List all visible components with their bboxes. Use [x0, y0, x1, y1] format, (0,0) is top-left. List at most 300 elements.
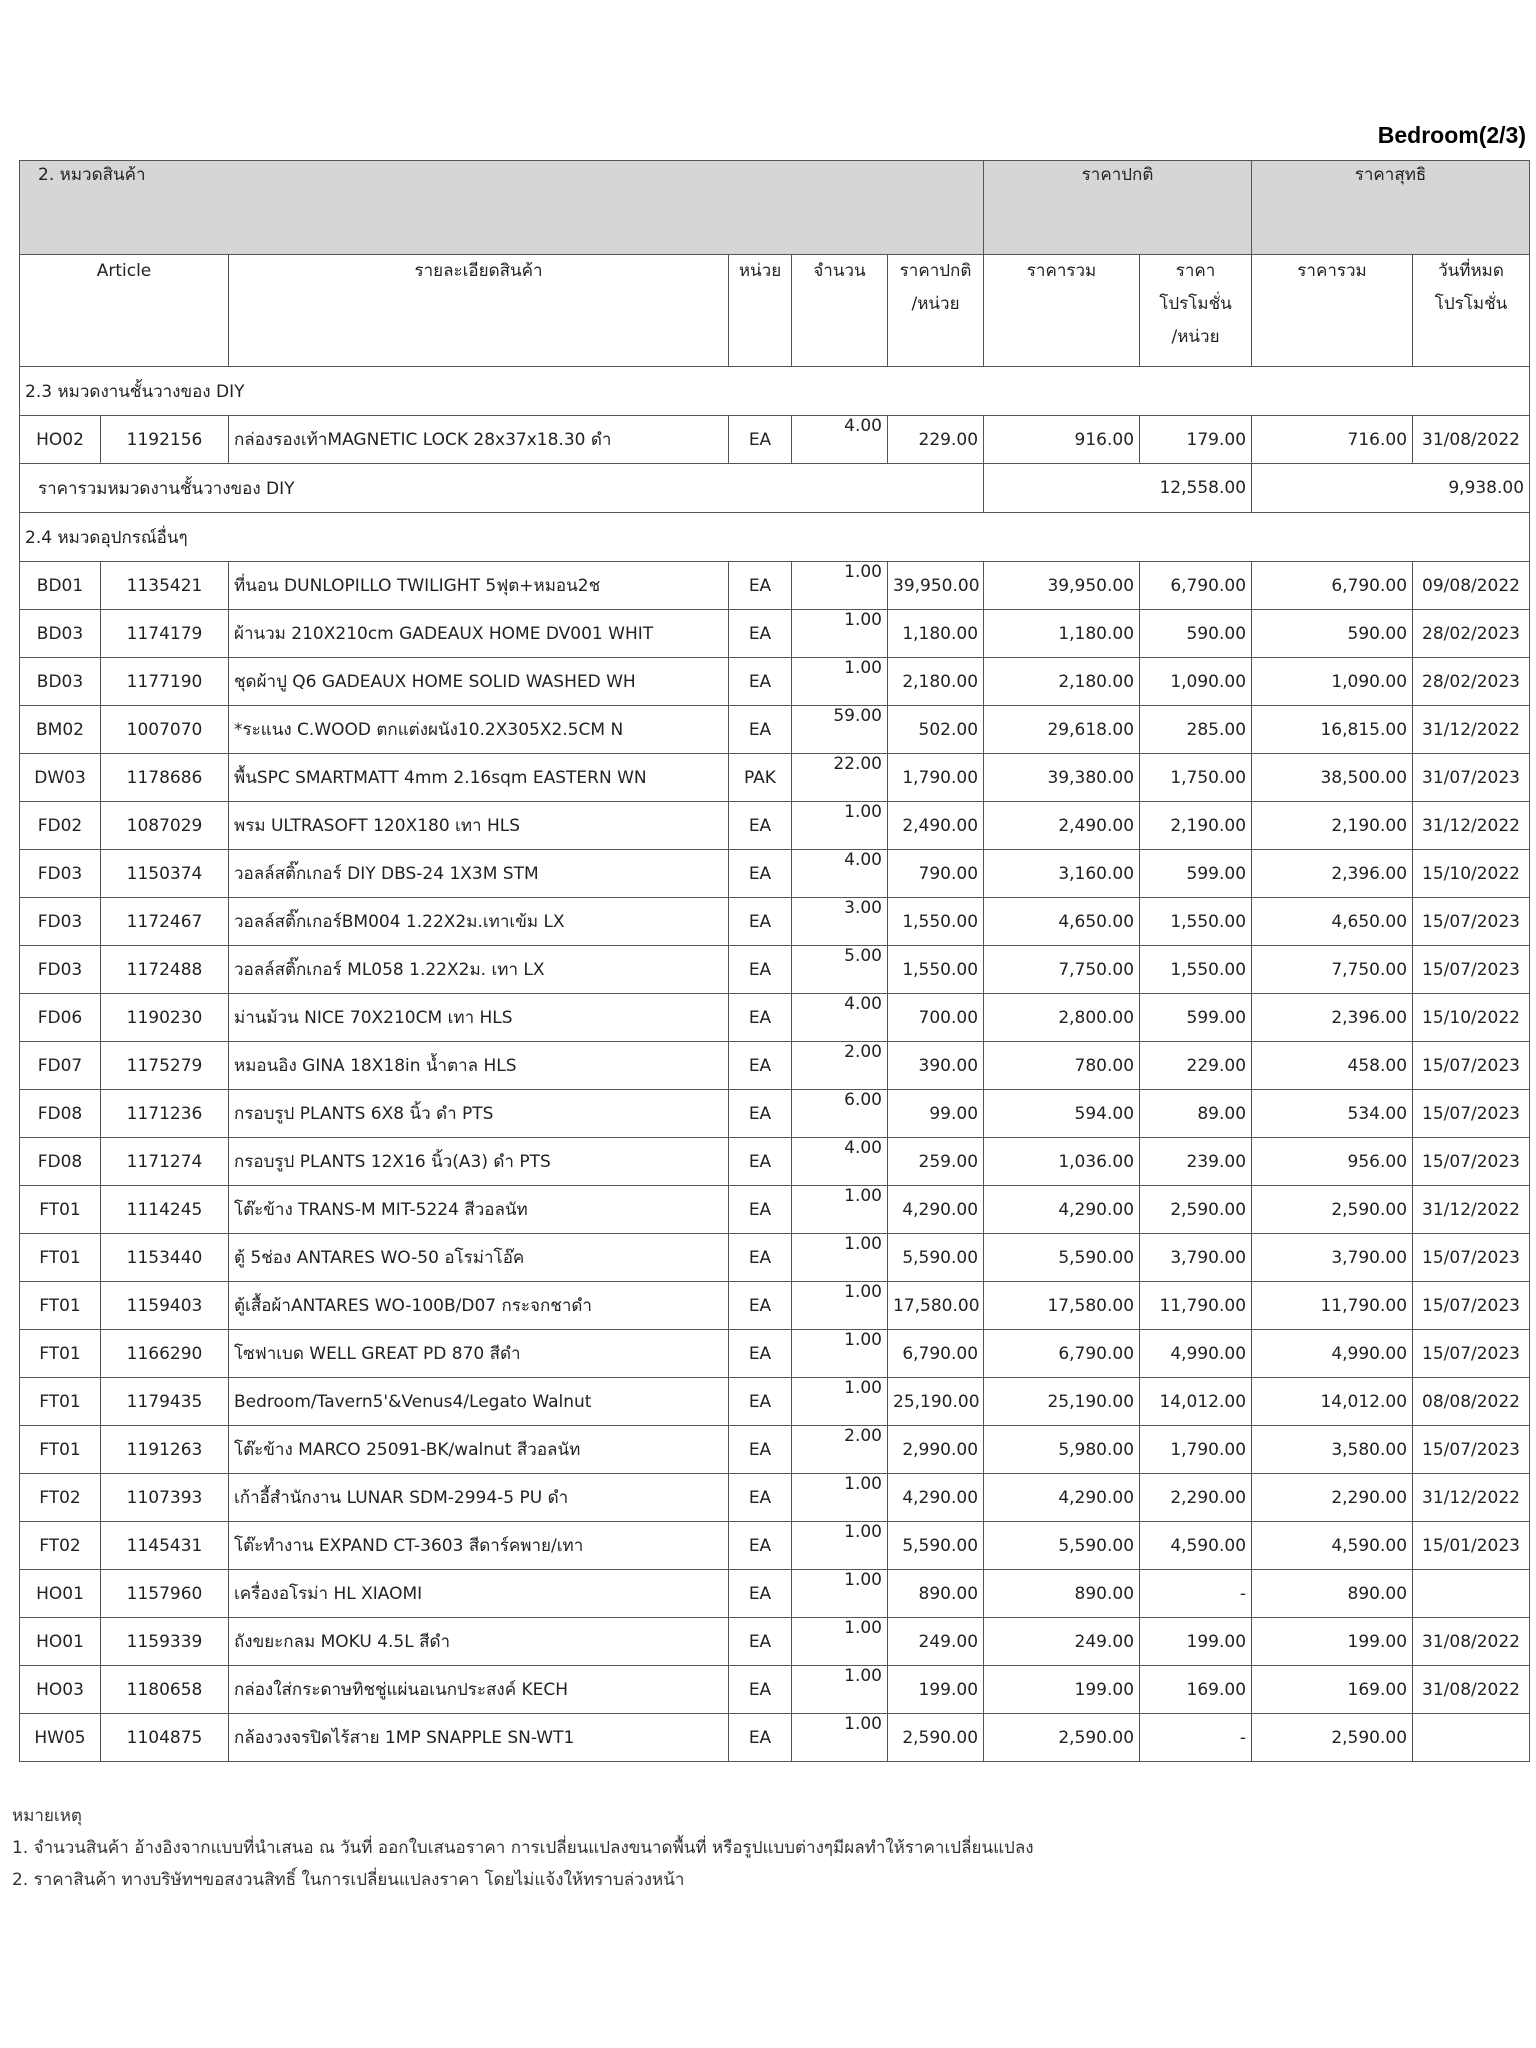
unit-price-header-line1: ราคาปกติ	[899, 261, 972, 281]
cell-desc: วอลล์สติ๊กเกอร์ ML058 1.22X2ม. เทา LX	[229, 946, 729, 994]
cell-total: 2,490.00	[984, 802, 1140, 850]
cell-qty: 59.00	[792, 706, 888, 754]
cell-code: FT01	[20, 1378, 101, 1426]
cell-total: 199.00	[984, 1666, 1140, 1714]
cell-total: 7,750.00	[984, 946, 1140, 994]
cell-net: 4,990.00	[1252, 1330, 1413, 1378]
cell-code: FD03	[20, 898, 101, 946]
unit-header: หน่วย	[729, 255, 792, 367]
table-row	[20, 1090, 1530, 1138]
description-header: รายละเอียดสินค้า	[229, 255, 729, 367]
cell-promo: 1,790.00	[1140, 1426, 1252, 1474]
cell-unit: EA	[729, 1330, 792, 1378]
cell-net: 14,012.00	[1252, 1378, 1413, 1426]
cell-article: 1150374	[101, 850, 229, 898]
cell-code: BD03	[20, 610, 101, 658]
cell-desc: พรม ULTRASOFT 120X180 เทา HLS	[229, 802, 729, 850]
cell-qty: 3.00	[792, 898, 888, 946]
cell-end: 28/02/2023	[1413, 658, 1530, 706]
cell-desc: ถังขยะกลม MOKU 4.5L สีดำ	[229, 1618, 729, 1666]
cell-code: FT01	[20, 1330, 101, 1378]
cell-promo: 6,790.00	[1140, 562, 1252, 610]
cell-code: FT01	[20, 1282, 101, 1330]
promo-end-header	[1413, 255, 1530, 367]
cell-end: 31/12/2022	[1413, 1474, 1530, 1522]
cell-code: DW03	[20, 754, 101, 802]
cell-price: 259.00	[888, 1138, 984, 1186]
cell-unit: EA	[729, 1666, 792, 1714]
cell-total: 6,790.00	[984, 1330, 1140, 1378]
cell-unit: PAK	[729, 754, 792, 802]
net-total-header: ราคารวม	[1252, 255, 1413, 367]
cell-unit: EA	[729, 1618, 792, 1666]
cell-promo: 89.00	[1140, 1090, 1252, 1138]
cell-code: HO01	[20, 1570, 101, 1618]
cell-qty: 5.00	[792, 946, 888, 994]
cell-qty: 6.00	[792, 1090, 888, 1138]
quotation-table	[19, 160, 1530, 1762]
cell-unit: EA	[729, 1378, 792, 1426]
cell-desc: *ระแนง C.WOOD ตกแต่งผนัง10.2X305X2.5CM N	[229, 706, 729, 754]
notes-line-2: 2. ราคาสินค้า ทางบริษัทฯขอสงวนสิทธิ์ ในการเปลี่ยนแปลงราคา โดยไม่แจ้งให้ทราบล่วงหน้า	[12, 1870, 685, 1890]
cell-end: 15/10/2022	[1413, 994, 1530, 1042]
cell-article: 1007070	[101, 706, 229, 754]
cell-unit: EA	[729, 1426, 792, 1474]
table-row	[20, 1474, 1530, 1522]
cell-end: 31/08/2022	[1413, 1618, 1530, 1666]
cell-net: 458.00	[1252, 1042, 1413, 1090]
cell-qty: 1.00	[792, 1330, 888, 1378]
cell-price: 229.00	[888, 416, 984, 464]
cell-end	[1413, 1570, 1530, 1618]
cell-net: 4,650.00	[1252, 898, 1413, 946]
cell-qty: 1.00	[792, 1186, 888, 1234]
table-row	[20, 1666, 1530, 1714]
notes	[12, 1800, 1034, 1896]
cell-total: 594.00	[984, 1090, 1140, 1138]
cell-desc: โซฟาเบด WELL GREAT PD 870 สีดำ	[229, 1330, 729, 1378]
cell-code: FD08	[20, 1090, 101, 1138]
cell-code: HW05	[20, 1714, 101, 1762]
cell-article: 1177190	[101, 658, 229, 706]
cell-net: 7,750.00	[1252, 946, 1413, 994]
table-row	[20, 562, 1530, 610]
cell-total: 780.00	[984, 1042, 1140, 1090]
net-price-header: ราคาสุทธิ	[1252, 161, 1530, 255]
cell-unit: EA	[729, 1522, 792, 1570]
cell-promo: 1,550.00	[1140, 898, 1252, 946]
cell-net: 2,396.00	[1252, 994, 1413, 1042]
table-row	[20, 1234, 1530, 1282]
cell-price: 39,950.00	[888, 562, 984, 610]
cell-article: 1104875	[101, 1714, 229, 1762]
cell-price: 17,580.00	[888, 1282, 984, 1330]
table-row	[20, 1426, 1530, 1474]
cell-qty: 4.00	[792, 1138, 888, 1186]
cell-article: 1178686	[101, 754, 229, 802]
subtotal-label: ราคารวมหมวดงานชั้นวางของ DIY	[20, 464, 984, 513]
cell-desc: ที่นอน DUNLOPILLO TWILIGHT 5ฟุต+หมอน2ช	[229, 562, 729, 610]
cell-price: 2,590.00	[888, 1714, 984, 1762]
cell-article: 1191263	[101, 1426, 229, 1474]
cell-price: 6,790.00	[888, 1330, 984, 1378]
cell-end: 09/08/2022	[1413, 562, 1530, 610]
cell-qty: 1.00	[792, 1618, 888, 1666]
cell-total: 916.00	[984, 416, 1140, 464]
cell-qty: 1.00	[792, 1378, 888, 1426]
cell-desc: พื้นSPC SMARTMATT 4mm 2.16sqm EASTERN WN	[229, 754, 729, 802]
cell-total: 1,180.00	[984, 610, 1140, 658]
cell-unit: EA	[729, 1570, 792, 1618]
cell-total: 1,036.00	[984, 1138, 1140, 1186]
cell-end: 31/12/2022	[1413, 1186, 1530, 1234]
table-row	[20, 1618, 1530, 1666]
cell-price: 99.00	[888, 1090, 984, 1138]
cell-desc: ตู้ 5ช่อง ANTARES WO-50 อโรม่าโอ๊ค	[229, 1234, 729, 1282]
cell-qty: 1.00	[792, 1666, 888, 1714]
table-row	[20, 1714, 1530, 1762]
cell-desc: วอลล์สติ๊กเกอร์BM004 1.22X2ม.เทาเข้ม LX	[229, 898, 729, 946]
table-row	[20, 1282, 1530, 1330]
cell-desc: กล้องวงจรปิดไร้สาย 1MP SNAPPLE SN-WT1	[229, 1714, 729, 1762]
cell-total: 890.00	[984, 1570, 1140, 1618]
cell-code: HO01	[20, 1618, 101, 1666]
cell-code: FT02	[20, 1474, 101, 1522]
cell-price: 1,790.00	[888, 754, 984, 802]
cell-price: 4,290.00	[888, 1474, 984, 1522]
cell-code: FD08	[20, 1138, 101, 1186]
cell-promo: 1,550.00	[1140, 946, 1252, 994]
cell-promo: 1,750.00	[1140, 754, 1252, 802]
cell-net: 534.00	[1252, 1090, 1413, 1138]
table-row	[20, 706, 1530, 754]
cell-net: 716.00	[1252, 416, 1413, 464]
cell-total: 4,290.00	[984, 1474, 1140, 1522]
cell-end: 15/07/2023	[1413, 1282, 1530, 1330]
cell-code: FD07	[20, 1042, 101, 1090]
cell-total: 5,590.00	[984, 1234, 1140, 1282]
table-row	[20, 610, 1530, 658]
cell-code: HO03	[20, 1666, 101, 1714]
normal-price-header: ราคาปกติ	[984, 161, 1252, 255]
table-row	[20, 1138, 1530, 1186]
cell-qty: 1.00	[792, 1570, 888, 1618]
cell-end: 15/07/2023	[1413, 1042, 1530, 1090]
cell-promo: 2,190.00	[1140, 802, 1252, 850]
cell-article: 1087029	[101, 802, 229, 850]
cell-desc: กล่องรองเท้าMAGNETIC LOCK 28x37x18.30 ดำ	[229, 416, 729, 464]
cell-total: 4,290.00	[984, 1186, 1140, 1234]
cell-code: BD03	[20, 658, 101, 706]
cell-unit: EA	[729, 946, 792, 994]
cell-end: 31/08/2022	[1413, 1666, 1530, 1714]
cell-price: 4,290.00	[888, 1186, 984, 1234]
cell-promo: 239.00	[1140, 1138, 1252, 1186]
cell-desc: Bedroom/Tavern5'&Venus4/Legato Walnut	[229, 1378, 729, 1426]
cell-article: 1145431	[101, 1522, 229, 1570]
promo-end-header-line2: โปรโมชั่น	[1434, 294, 1508, 314]
cell-net: 3,790.00	[1252, 1234, 1413, 1282]
cell-unit: EA	[729, 706, 792, 754]
promo-header-line2: โปรโมชั่น	[1159, 294, 1232, 314]
cell-desc: วอลล์สติ๊กเกอร์ DIY DBS-24 1X3M STM	[229, 850, 729, 898]
cell-net: 890.00	[1252, 1570, 1413, 1618]
cell-promo: 1,090.00	[1140, 658, 1252, 706]
cell-promo: 285.00	[1140, 706, 1252, 754]
cell-promo: 169.00	[1140, 1666, 1252, 1714]
cell-article: 1175279	[101, 1042, 229, 1090]
cell-price: 502.00	[888, 706, 984, 754]
subtotal-row	[20, 464, 1530, 513]
cell-unit: EA	[729, 850, 792, 898]
cell-net: 38,500.00	[1252, 754, 1413, 802]
cell-promo: 11,790.00	[1140, 1282, 1252, 1330]
cell-promo: 599.00	[1140, 994, 1252, 1042]
cell-net: 6,790.00	[1252, 562, 1413, 610]
table-row	[20, 1378, 1530, 1426]
cell-unit: EA	[729, 562, 792, 610]
cell-promo: 4,990.00	[1140, 1330, 1252, 1378]
cell-qty: 1.00	[792, 1522, 888, 1570]
cell-total: 2,590.00	[984, 1714, 1140, 1762]
cell-article: 1171236	[101, 1090, 229, 1138]
cell-net: 956.00	[1252, 1138, 1413, 1186]
cell-code: FD03	[20, 850, 101, 898]
cell-net: 4,590.00	[1252, 1522, 1413, 1570]
cell-net: 1,090.00	[1252, 658, 1413, 706]
header-row-top	[20, 161, 1530, 255]
notes-line-1: 1. จำนวนสินค้า อ้างอิงจากแบบที่นำเสนอ ณ วันที่ ออกใบเสนอราคา การเปลี่ยนแปลงขนาดพื้นที่ หรือรูปแบบต่างๆมีผลทำให้ราคาเปลี่ยนแปลง	[12, 1838, 1034, 1858]
cell-promo: 599.00	[1140, 850, 1252, 898]
cell-total: 4,650.00	[984, 898, 1140, 946]
cell-price: 700.00	[888, 994, 984, 1042]
cell-unit: EA	[729, 994, 792, 1042]
cell-article: 1153440	[101, 1234, 229, 1282]
cell-desc: โต๊ะข้าง TRANS-M MIT-5224 สีวอลนัท	[229, 1186, 729, 1234]
cell-desc: กล่องใส่กระดาษทิชชู่แผ่นอเนกประสงค์ KECH	[229, 1666, 729, 1714]
cell-total: 5,590.00	[984, 1522, 1140, 1570]
cell-net: 590.00	[1252, 610, 1413, 658]
cell-unit: EA	[729, 1042, 792, 1090]
cell-desc: ผ้านวม 210X210cm GADEAUX HOME DV001 WHIT	[229, 610, 729, 658]
cell-desc: โต๊ะข้าง MARCO 25091-BK/walnut สีวอลนัท	[229, 1426, 729, 1474]
table-row	[20, 1186, 1530, 1234]
article-header: Article	[20, 255, 229, 367]
cell-qty: 1.00	[792, 658, 888, 706]
cell-price: 199.00	[888, 1666, 984, 1714]
cell-promo: 3,790.00	[1140, 1234, 1252, 1282]
table-row	[20, 1570, 1530, 1618]
cell-article: 1172467	[101, 898, 229, 946]
table-row	[20, 1330, 1530, 1378]
cell-unit: EA	[729, 1138, 792, 1186]
cell-qty: 4.00	[792, 850, 888, 898]
cell-qty: 1.00	[792, 802, 888, 850]
cell-net: 11,790.00	[1252, 1282, 1413, 1330]
total-header: ราคารวม	[984, 255, 1140, 367]
cell-end: 15/07/2023	[1413, 1426, 1530, 1474]
cell-promo: 199.00	[1140, 1618, 1252, 1666]
cell-qty: 1.00	[792, 1234, 888, 1282]
cell-code: FT01	[20, 1234, 101, 1282]
group-title: 2.4 หมวดอุปกรณ์อื่นๆ	[20, 513, 1530, 562]
cell-qty: 1.00	[792, 1282, 888, 1330]
cell-end: 15/07/2023	[1413, 1234, 1530, 1282]
cell-article: 1190230	[101, 994, 229, 1042]
cell-unit: EA	[729, 898, 792, 946]
table-row	[20, 754, 1530, 802]
table-row	[20, 802, 1530, 850]
cell-end	[1413, 1714, 1530, 1762]
cell-end: 15/07/2023	[1413, 1138, 1530, 1186]
cell-article: 1157960	[101, 1570, 229, 1618]
table-row	[20, 416, 1530, 464]
group-title-row	[20, 367, 1530, 416]
cell-qty: 1.00	[792, 1474, 888, 1522]
cell-qty: 1.00	[792, 1714, 888, 1762]
cell-total: 39,950.00	[984, 562, 1140, 610]
cell-article: 1174179	[101, 610, 229, 658]
cell-article: 1172488	[101, 946, 229, 994]
cell-unit: EA	[729, 610, 792, 658]
table-row	[20, 658, 1530, 706]
cell-code: BD01	[20, 562, 101, 610]
cell-price: 390.00	[888, 1042, 984, 1090]
cell-end: 31/12/2022	[1413, 706, 1530, 754]
notes-title: หมายเหตุ	[12, 1806, 82, 1826]
subtotal-net: 9,938.00	[1252, 464, 1530, 513]
cell-promo: 229.00	[1140, 1042, 1252, 1090]
cell-article: 1171274	[101, 1138, 229, 1186]
cell-end: 31/07/2023	[1413, 754, 1530, 802]
cell-unit: EA	[729, 1090, 792, 1138]
cell-desc: กรอบรูป PLANTS 6X8 นิ้ว ดำ PTS	[229, 1090, 729, 1138]
cell-qty: 22.00	[792, 754, 888, 802]
cell-code: FT02	[20, 1522, 101, 1570]
cell-price: 2,180.00	[888, 658, 984, 706]
cell-price: 25,190.00	[888, 1378, 984, 1426]
cell-desc: ชุดผ้าปู Q6 GADEAUX HOME SOLID WASHED WH	[229, 658, 729, 706]
cell-end: 15/07/2023	[1413, 946, 1530, 994]
cell-desc: กรอบรูป PLANTS 12X16 นิ้ว(A3) ดำ PTS	[229, 1138, 729, 1186]
cell-net: 2,290.00	[1252, 1474, 1413, 1522]
cell-promo: 4,590.00	[1140, 1522, 1252, 1570]
group-title-row	[20, 513, 1530, 562]
cell-end: 15/07/2023	[1413, 1090, 1530, 1138]
table-row	[20, 1042, 1530, 1090]
cell-code: FD06	[20, 994, 101, 1042]
cell-article: 1179435	[101, 1378, 229, 1426]
cell-net: 169.00	[1252, 1666, 1413, 1714]
cell-total: 25,190.00	[984, 1378, 1140, 1426]
cell-net: 199.00	[1252, 1618, 1413, 1666]
cell-net: 16,815.00	[1252, 706, 1413, 754]
cell-desc: เครื่องอโรม่า HL XIAOMI	[229, 1570, 729, 1618]
cell-article: 1107393	[101, 1474, 229, 1522]
cell-article: 1135421	[101, 562, 229, 610]
cell-desc: โต๊ะทำงาน EXPAND CT-3603 สีดาร์คพาย/เทา	[229, 1522, 729, 1570]
cell-qty: 1.00	[792, 562, 888, 610]
cell-price: 1,180.00	[888, 610, 984, 658]
promo-header-line1: ราคา	[1175, 261, 1216, 281]
cell-price: 790.00	[888, 850, 984, 898]
cell-article: 1159403	[101, 1282, 229, 1330]
promo-end-header-line1: วันที่หมด	[1438, 261, 1504, 281]
cell-desc: หมอนอิง GINA 18X18in น้ำตาล HLS	[229, 1042, 729, 1090]
cell-price: 1,550.00	[888, 946, 984, 994]
cell-unit: EA	[729, 1186, 792, 1234]
cell-code: FD03	[20, 946, 101, 994]
cell-price: 890.00	[888, 1570, 984, 1618]
cell-qty: 2.00	[792, 1426, 888, 1474]
cell-article: 1180658	[101, 1666, 229, 1714]
cell-promo: 2,590.00	[1140, 1186, 1252, 1234]
cell-price: 2,490.00	[888, 802, 984, 850]
unit-price-header-line2: /หน่วย	[911, 294, 960, 314]
table-row	[20, 946, 1530, 994]
table-row	[20, 898, 1530, 946]
cell-code: HO02	[20, 416, 101, 464]
cell-total: 5,980.00	[984, 1426, 1140, 1474]
cell-promo: 590.00	[1140, 610, 1252, 658]
cell-desc: เก้าอี้สำนักงาน LUNAR SDM-2994-5 PU ดำ	[229, 1474, 729, 1522]
group-title: 2.3 หมวดงานชั้นวางของ DIY	[20, 367, 1530, 416]
cell-end: 31/08/2022	[1413, 416, 1530, 464]
promo-price-header	[1140, 255, 1252, 367]
cell-total: 2,800.00	[984, 994, 1140, 1042]
promo-header-line3: /หน่วย	[1171, 327, 1220, 347]
qty-header: จำนวน	[792, 255, 888, 367]
cell-code: FD02	[20, 802, 101, 850]
cell-promo: -	[1140, 1570, 1252, 1618]
cell-article: 1159339	[101, 1618, 229, 1666]
cell-net: 2,396.00	[1252, 850, 1413, 898]
table-row	[20, 1522, 1530, 1570]
cell-article: 1192156	[101, 416, 229, 464]
category-header: 2. หมวดสินค้า	[20, 161, 984, 255]
table-row	[20, 850, 1530, 898]
cell-unit: EA	[729, 802, 792, 850]
cell-code: FT01	[20, 1426, 101, 1474]
subtotal-normal: 12,558.00	[984, 464, 1252, 513]
unit-price-header	[888, 255, 984, 367]
page-label: Bedroom(2/3)	[1377, 122, 1526, 148]
cell-total: 29,618.00	[984, 706, 1140, 754]
cell-price: 5,590.00	[888, 1522, 984, 1570]
cell-unit: EA	[729, 416, 792, 464]
cell-end: 31/12/2022	[1413, 802, 1530, 850]
cell-unit: EA	[729, 1474, 792, 1522]
cell-qty: 1.00	[792, 610, 888, 658]
cell-total: 2,180.00	[984, 658, 1140, 706]
cell-qty: 4.00	[792, 994, 888, 1042]
cell-code: FT01	[20, 1186, 101, 1234]
cell-price: 2,990.00	[888, 1426, 984, 1474]
cell-qty: 2.00	[792, 1042, 888, 1090]
cell-net: 3,580.00	[1252, 1426, 1413, 1474]
cell-desc: ม่านม้วน NICE 70X210CM เทา HLS	[229, 994, 729, 1042]
cell-unit: EA	[729, 1714, 792, 1762]
cell-end: 15/07/2023	[1413, 1330, 1530, 1378]
cell-end: 08/08/2022	[1413, 1378, 1530, 1426]
cell-total: 249.00	[984, 1618, 1140, 1666]
cell-promo: -	[1140, 1714, 1252, 1762]
cell-code: BM02	[20, 706, 101, 754]
cell-unit: EA	[729, 1234, 792, 1282]
cell-total: 3,160.00	[984, 850, 1140, 898]
cell-article: 1166290	[101, 1330, 229, 1378]
cell-net: 2,590.00	[1252, 1714, 1413, 1762]
